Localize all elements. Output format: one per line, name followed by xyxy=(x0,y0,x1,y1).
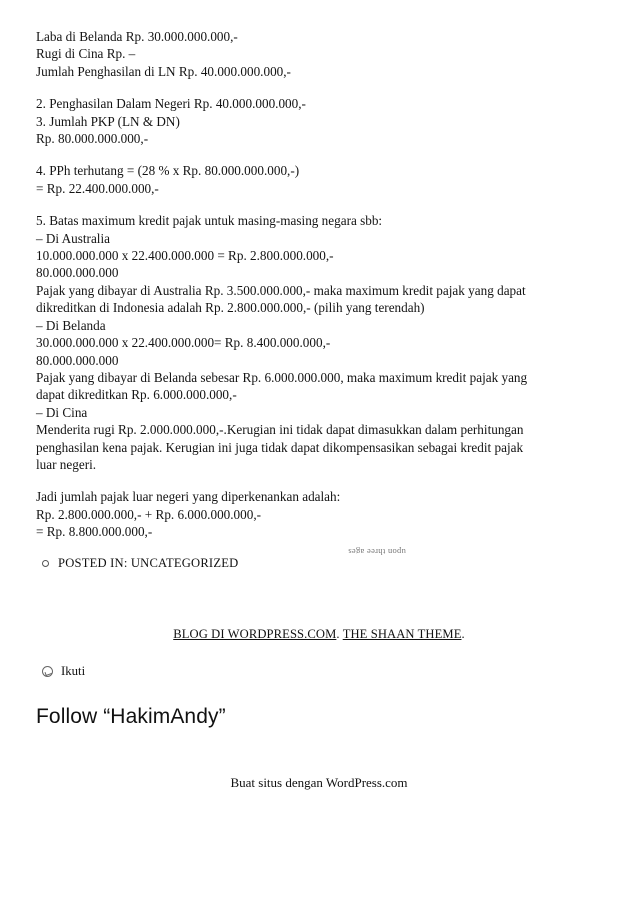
document-body xyxy=(36,28,602,541)
text-line: Rugi di Cina Rp. – xyxy=(36,46,136,62)
text-line: Pajak yang dibayar di Belanda sebesar Rp. 6.000.000.000, maka maximum kredit pajak yang xyxy=(36,369,528,385)
paragraph-5 xyxy=(36,488,602,540)
text-line: 2. Penghasilan Dalam Negeri Rp. 40.000.000.000,- xyxy=(36,96,306,112)
blog-credit-line xyxy=(36,627,602,642)
text-line: – Di Belanda xyxy=(36,317,106,333)
upside-down-note: upon three ages xyxy=(348,547,406,557)
text-line: 80.000.000.000 xyxy=(36,352,119,368)
text-line: = Rp. 22.400.000.000,- xyxy=(36,180,159,196)
text-line: Jadi jumlah pajak luar negeri yang diperkenankan adalah: xyxy=(36,489,341,505)
posted-in-label: POSTED IN: UNCATEGORIZED xyxy=(58,555,239,570)
text-line: – Di Australia xyxy=(36,230,110,246)
blog-credit-separator: . xyxy=(336,626,343,641)
text-line: 3. Jumlah PKP (LN & DN) xyxy=(36,113,180,129)
theme-link[interactable]: THE SHAAN THEME xyxy=(342,626,462,641)
text-line: Laba di Belanda Rp. 30.000.000.000,- xyxy=(36,29,238,44)
text-line: – Di Cina xyxy=(36,404,88,420)
text-line: dapat dikreditkan Rp. 6.000.000.000,- xyxy=(36,387,237,403)
posted-in-row xyxy=(42,556,602,571)
text-line: 5. Batas maximum kredit pajak untuk masing-masing negara sbb: xyxy=(36,213,383,229)
follow-button-label: Ikuti xyxy=(61,663,86,678)
circle-bullet-icon xyxy=(42,560,49,567)
text-line: 10.000.000.000 x 22.400.000.000 = Rp. 2.800.000.000,- xyxy=(36,248,334,264)
text-line: 4. PPh terhutang = (28 % x Rp. 80.000.000.000,-) xyxy=(36,163,300,179)
paragraph-4 xyxy=(36,212,602,473)
paragraph-2 xyxy=(36,95,602,147)
post-footer xyxy=(36,556,602,791)
text-line: dikreditkan di Indonesia adalah Rp. 2.800.000.000,- (pilih yang terendah) xyxy=(36,300,425,316)
text-line: Menderita rugi Rp. 2.000.000.000,-.Kerugian ini tidak dapat dimasukkan dalam perhitungan xyxy=(36,422,524,438)
text-line: = Rp. 8.800.000.000,- xyxy=(36,524,153,540)
text-line: 80.000.000.000 xyxy=(36,265,119,281)
blog-wordpress-link[interactable]: BLOG DI WORDPRESS.COM xyxy=(173,626,337,641)
text-line: Pajak yang dibayar di Australia Rp. 3.500.000.000,- maka maximum kredit pajak yang dapat xyxy=(36,282,526,298)
build-site-line[interactable]: Buat situs dengan WordPress.com xyxy=(230,774,408,790)
text-line: Rp. 80.000.000.000,- xyxy=(36,131,149,147)
paragraph-1 xyxy=(36,28,602,80)
text-line: penghasilan kena pajak. Kerugian ini juga tidak dapat dikompensasikan sebagai kredit pajak xyxy=(36,439,524,455)
text-line: Jumlah Penghasilan di LN Rp. 40.000.000.000,- xyxy=(36,63,291,79)
text-line: Rp. 2.800.000.000,- + Rp. 6.000.000.000,- xyxy=(36,506,262,522)
blog-credit-period: . xyxy=(461,626,465,641)
text-line: luar negeri. xyxy=(36,456,97,472)
follow-heading: Follow “HakimAndy” xyxy=(36,704,226,728)
follow-check-icon xyxy=(42,666,53,677)
paragraph-3 xyxy=(36,162,602,197)
text-line: 30.000.000.000 x 22.400.000.000= Rp. 8.400.000.000,- xyxy=(36,335,331,351)
follow-button[interactable] xyxy=(42,664,602,679)
